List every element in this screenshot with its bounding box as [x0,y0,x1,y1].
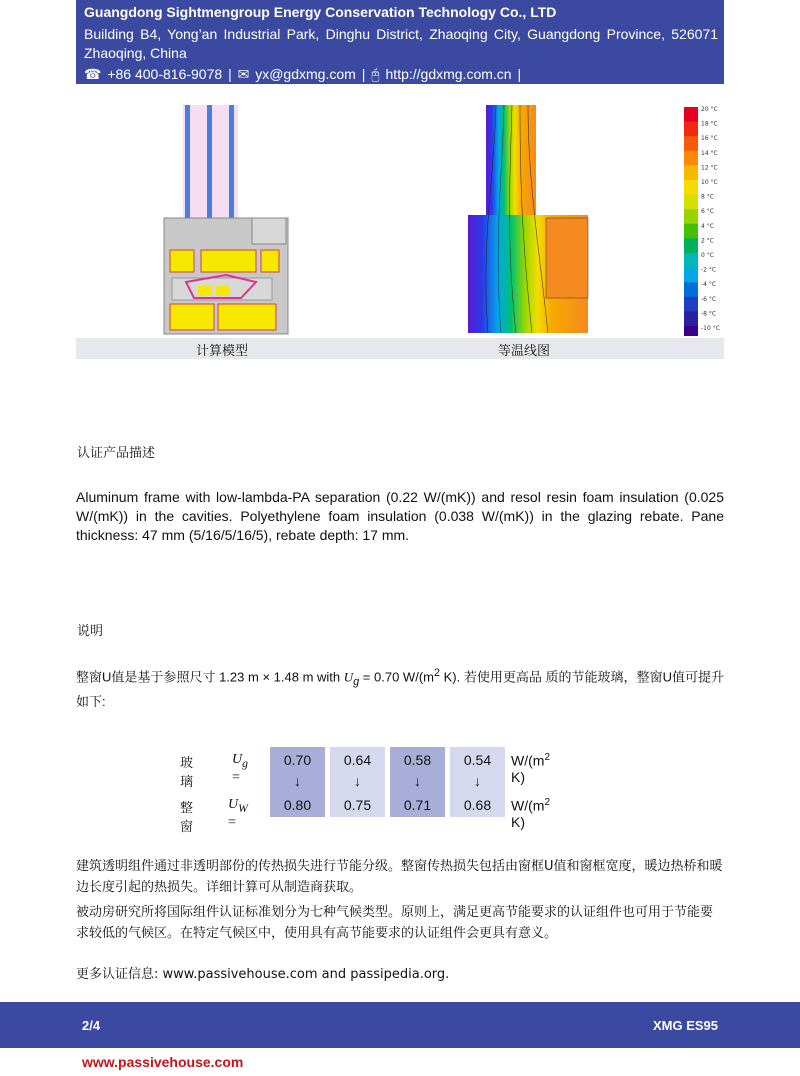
isotherm-caption: 等温线图 [498,344,551,359]
legend-label: 20 °C [701,106,718,113]
contact-line [84,66,523,83]
legend-swatch [684,268,698,283]
legend-label: 18 °C [701,120,718,128]
arrow-down-icon: ↓ [294,773,301,789]
uvalue-intro-part: 整窗U值是基于参照尺寸 1.23 m × 1.48 m with [76,669,344,685]
legend-swatch [684,107,698,122]
separator: | [517,66,522,82]
ug-symbol: U [343,669,354,685]
legend-label: -6 °C [701,295,717,303]
uw-value: 0.71 [403,797,432,813]
legend-swatch [684,122,698,137]
legend-label: 16 °C [701,135,718,143]
product-model: XMG ES95 [652,1018,718,1033]
glass-label: 玻璃 [180,756,194,790]
phone-number: +86 400-816-9078 [107,66,223,82]
arrow-down-icon: ↓ [354,773,361,789]
description-title: 认证产品描述 [77,446,156,461]
web-icon: 🖰 [371,66,380,82]
model-caption: 计算模型 [196,344,249,359]
ug-value: 0.64 [343,752,372,768]
ug-value: 0.58 [403,752,432,768]
legend-swatch [684,238,698,253]
legend-label: -10 °C [701,325,720,332]
ug-unit: $W/(m^2$ K) [511,752,550,785]
uw-value: 0.68 [463,797,492,813]
ug-label: $U_g$ = [232,752,248,785]
uvalue-column [390,747,445,817]
temperature-legend [684,106,720,336]
uw-value: 0.75 [343,797,372,813]
legend-swatch [684,165,698,180]
isotherm-image [468,105,588,333]
legend-label: 8 °C [701,193,714,201]
legend-swatch [684,224,698,239]
legend-swatch [684,180,698,195]
uvalue-column [330,747,385,817]
company-name: Guangdong Sightmengroup Energy Conservation Technology Co., LTD [84,4,557,20]
legend-swatch [684,326,698,336]
legend-label: 14 °C [701,149,718,157]
uvalue-intro-part: = 0.70 W/(m [359,669,434,685]
description-text: Aluminum frame with low-lambda-PA separation (0.22 W/(mK)) and resol resin foam insulation (0.025 W/(mK)) in the cavities. Polyethylene foam insulation (0.038 W/(mK)) in the glazing rebate. Pane thickness: 47 mm (5/16/5/16/5), rebate depth: 17 mm. [76,489,724,543]
window-label: 整窗 [180,801,194,835]
legend-swatch [684,136,698,151]
legend-label: 12 °C [701,164,718,172]
passivehouse-link[interactable]: www.passivehouse.com [82,1054,244,1070]
more-info: 更多认证信息: www.passivehouse.com and passipedia.org. [76,967,450,982]
phone-icon: ☎ [84,66,102,82]
separator: | [361,66,366,82]
website-link[interactable]: http://gdxmg.com.cn [385,66,512,82]
ug-sub: g [353,675,360,688]
separator: | [228,66,232,82]
legend-swatch [684,311,698,326]
company-address: Building B4, Yong’an Industrial Park, Dinghu District, Zhaoqing City, Guangdong Province, 526071 Zhaoqing, China [84,26,718,61]
calculation-model-image [164,105,288,334]
uvalue-intro-part: K). 若使用更高品 质的节能玻璃，整窗U值可提升如下: [76,669,724,709]
email-link[interactable]: yx@gdxmg.com [255,66,356,82]
ug-value: 0.70 [283,752,312,768]
legend-label: 10 °C [701,179,718,186]
legend-swatch [684,282,698,297]
arrow-down-icon: ↓ [414,773,421,789]
legend-label: 2 °C [701,237,714,245]
company-header [76,0,724,84]
paragraph-climate-zones: 被动房研究所将国际组件认证标准划分为七种气候类型。原则上，满足更高节能要求的认证组件也可用于节能要求较低的气候区。在特定气候区中，使用具有高节能要求的认证组件会更具有意义。 [76,905,714,941]
uw-unit: $W/(m^2$ K) [511,797,550,830]
legend-label: -8 °C [701,310,717,318]
superscript-2: 2 [433,667,441,679]
uw-label: $U_W$ = [228,797,248,830]
email-icon: ✉ [237,66,250,82]
legend-swatch [684,151,698,166]
legend-label: 0 °C [701,252,714,259]
figure-caption-bar [76,338,724,359]
page-number: 2/4 [82,1018,101,1033]
legend-swatch [684,195,698,210]
ug-value: 0.54 [463,752,492,768]
legend-label: 6 °C [701,208,714,216]
uvalue-column [450,747,505,817]
legend-swatch [684,297,698,312]
thermal-figures [76,100,724,336]
page-footer [0,1002,800,1048]
legend-label: -4 °C [701,281,717,289]
legend-label: 4 °C [701,222,714,230]
legend-label: -2 °C [701,266,717,274]
uw-value: 0.80 [283,797,312,813]
notes-title: 说明 [77,624,104,639]
legend-swatch [684,209,698,224]
paragraph-heat-loss: 建筑透明组件通过非透明部份的传热损失进行节能分级。整窗传热损失包括由窗框U值和窗框宽度，暖边热桥和暖边长度引起的热损失。详细计算可从制造商获取。 [76,859,723,895]
legend-swatch [684,253,698,268]
arrow-down-icon: ↓ [474,773,481,789]
uvalue-column [270,747,325,817]
uvalue-intro [76,664,724,711]
